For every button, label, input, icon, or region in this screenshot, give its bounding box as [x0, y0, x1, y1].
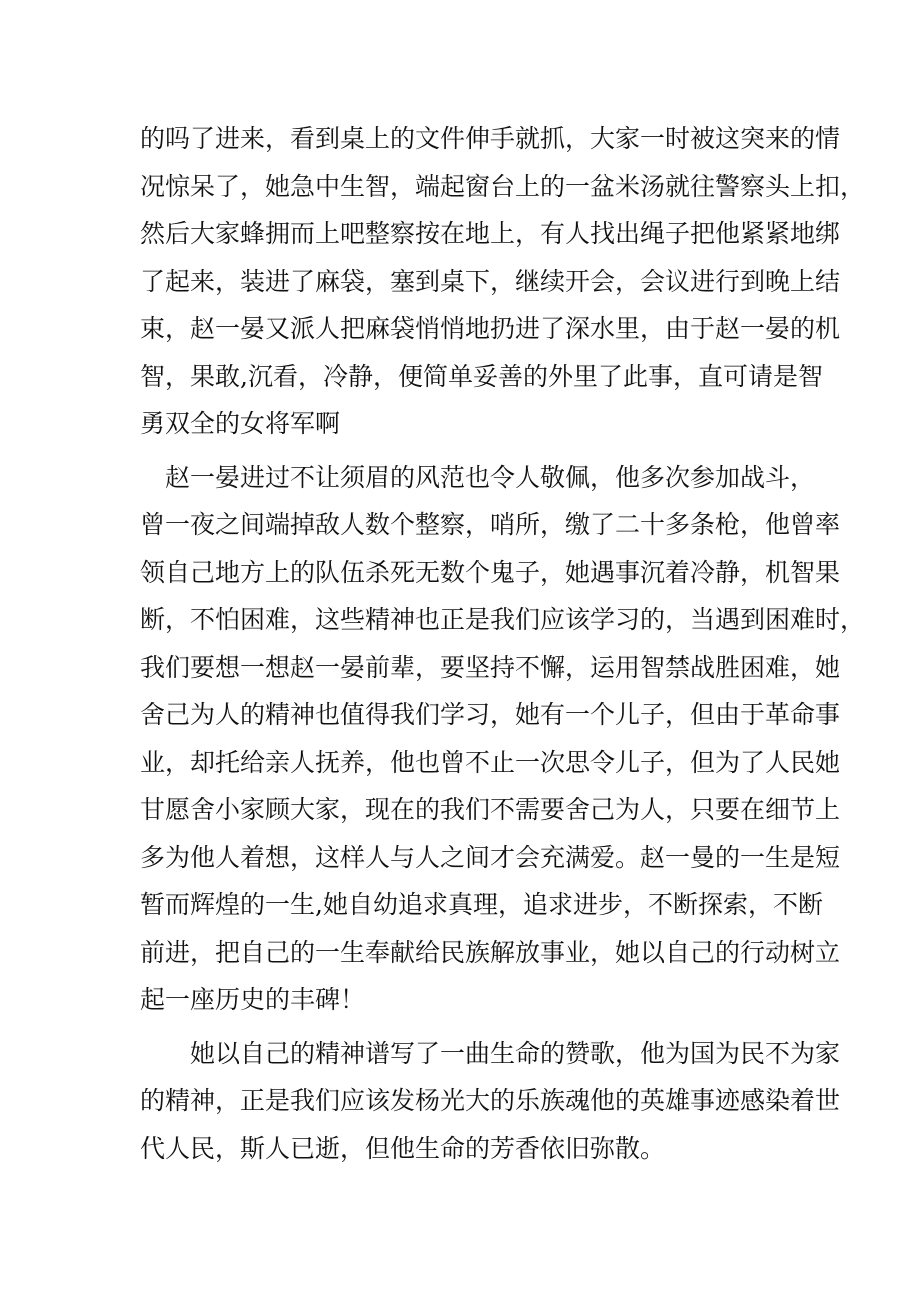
text-line: 前进，把自己的一生奉献给民族解放事业，她以自己的行动树立: [140, 937, 841, 967]
text-line: 她以自己的精神谱写了一曲生命的赞歌，他为国为民不为家: [140, 1038, 841, 1068]
text-line: 智，果敢,沉看，冷静，便简单妥善的外里了此事，直可请是智: [140, 361, 823, 391]
text-line: 勇双全的女将军啊: [140, 409, 341, 438]
text-line: 断，不怕困难，这些精神也正是我们应该学习的，当遇到困难时，: [140, 605, 866, 634]
text-line: 甘愿舍小家顾大家，现在的我们不需要舍己为人，只要在细节上: [140, 795, 841, 824]
text-line: 起一座历史的丰碑！: [140, 985, 366, 1014]
paragraph-1: [140, 115, 866, 448]
text-line: 束，赵一晏又派人把麻袋悄悄地扔进了深水里，由于赵一晏的机: [140, 314, 841, 343]
text-line: 多为他人着想，这样人与人之间才会充满爱。赵一曼的一生是短: [140, 842, 841, 872]
paragraph-3: [140, 1030, 841, 1173]
text-line: 我们要想一想赵一晏前辈，要坚持不懈，运用智禁战胜困难，她: [140, 652, 841, 682]
text-line: 况惊呆了，她急中生智，端起窗台上的一盆米汤就往警察头上扣，: [140, 171, 866, 201]
text-line: 领自己地方上的队伍杀死无数个鬼子，她遇事沉着冷静，机智果: [140, 557, 841, 587]
text-line: 的精神，正是我们应该发杨光大的乐族魂他的英雄事迹感染着世: [140, 1086, 841, 1115]
paragraph-2: [140, 454, 866, 1024]
text-line: 舍己为人的精神也值得我们学习，她有一个儿子，但由于革命事: [140, 700, 841, 729]
document-body: [140, 115, 866, 1172]
text-line: 业，却托给亲人抚养，他也曾不止一次思令儿子，但为了人民她: [140, 747, 841, 777]
text-line: 然后大家蜂拥而上吧整察按在地上，有人找出绳子把他紧紧地绑: [140, 219, 841, 248]
text-line: 赵一晏进过不让须眉的风范也令人敬佩，他多次参加战斗，: [140, 462, 816, 492]
text-line: 代人民，斯人已逝，但他生命的芳香依旧弥散。: [140, 1133, 666, 1163]
text-line: 的吗了进来，看到桌上的文件伸手就抓，大家一时被这突来的情: [140, 124, 841, 153]
text-line: 了起来，装进了麻袋，塞到桌下，继续开会，会议进行到晚上结: [140, 266, 841, 296]
text-line: 暂而辉煌的一生,她自幼追求真理，追求进步，不断探索，不断: [140, 890, 823, 919]
text-line: 曾一夜之间端掉敌人数个整察，哨所，缴了二十多条枪，他曾率: [140, 510, 841, 539]
